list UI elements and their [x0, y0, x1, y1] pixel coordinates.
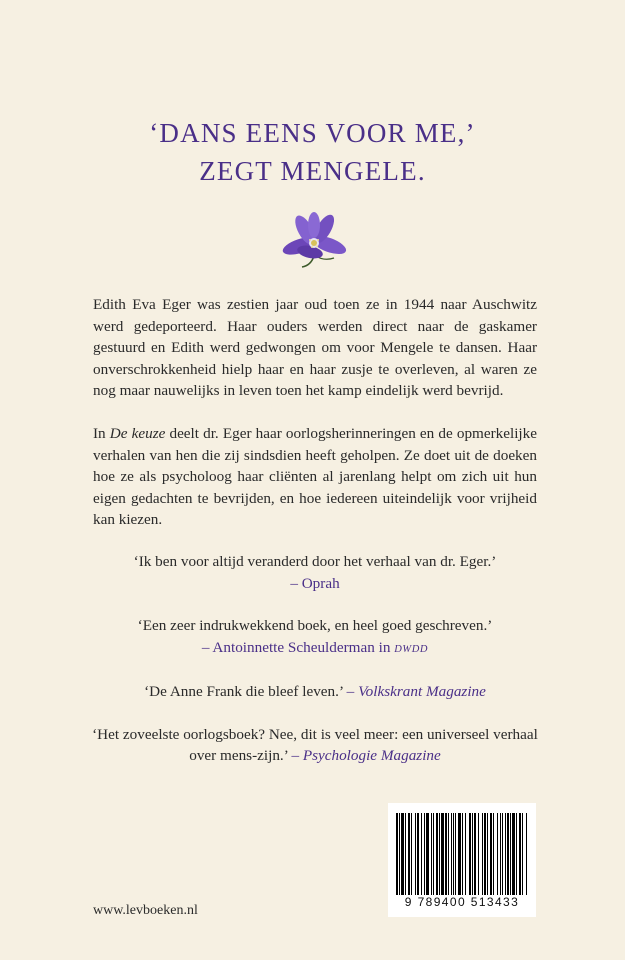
- isbn-digits: 9 789400 513433: [404, 895, 520, 909]
- barcode-bar: [439, 813, 440, 895]
- barcode-bar: [474, 813, 476, 895]
- headline-line-1: ‘DANS EENS VOOR ME,’: [149, 118, 476, 148]
- quote-line: [88, 724, 542, 767]
- barcode-bar: [502, 813, 503, 895]
- barcode-bar: [431, 813, 432, 895]
- barcode-bar: [482, 813, 483, 895]
- barcode-bar: [493, 813, 494, 895]
- quote-attribution: [88, 637, 542, 661]
- barcode-bar: [469, 813, 471, 895]
- barcode-bar: [487, 813, 488, 895]
- barcode-bar: [472, 813, 473, 895]
- barcode-bar: [453, 813, 454, 895]
- barcode-bar: [396, 813, 398, 895]
- paragraph-2-text: [93, 423, 537, 531]
- quote-dash: –: [287, 747, 303, 764]
- barcode-bar: [405, 813, 406, 895]
- barcode-bars: [396, 813, 528, 895]
- review-quotes: [88, 551, 542, 788]
- barcode-bar: [415, 813, 416, 895]
- quote-attribution: – Oprah: [290, 574, 340, 592]
- blurb-paragraph-1: [93, 294, 537, 402]
- barcode-bar: [510, 813, 511, 895]
- quote-text: ‘Het zoveelste oorlogsboek? Nee, dit is veel meer: een universeel verhaal over mens-zijn.’: [92, 725, 538, 764]
- quote-text: ‘De Anne Frank die bleef leven.’: [144, 683, 343, 700]
- barcode-bar: [490, 813, 492, 895]
- quote-oprah: [88, 551, 542, 594]
- quote-line: [88, 681, 542, 703]
- barcode-bar: [433, 813, 434, 895]
- barcode-bar: [421, 813, 422, 895]
- barcode-bar: [497, 813, 498, 895]
- publisher-website: www.levboeken.nl: [93, 903, 198, 918]
- hepatica-flower-icon: [272, 212, 356, 268]
- blurb-paragraph-2: [93, 423, 537, 531]
- barcode-bar: [445, 813, 447, 895]
- quote-source: Psychologie Magazine: [302, 747, 441, 764]
- barcode-bar: [455, 813, 456, 895]
- quote-source: DWDD: [394, 643, 429, 655]
- barcode-bar: [522, 813, 523, 895]
- headline: [0, 114, 625, 190]
- barcode-bar: [411, 813, 412, 895]
- quote-source: Volkskrant Magazine: [358, 683, 486, 700]
- barcode-bar: [462, 813, 463, 895]
- barcode-bar: [465, 813, 466, 895]
- barcode-bar: [507, 813, 509, 895]
- barcode-bar: [436, 813, 438, 895]
- headline-line-2: ZEGT MENGELE.: [199, 156, 426, 186]
- quote-dash: –: [342, 683, 359, 700]
- barcode-bar: [417, 813, 419, 895]
- quote-psychologie: [88, 724, 542, 767]
- barcode-bar: [458, 813, 461, 895]
- barcode-bar: [478, 813, 479, 895]
- barcode-bar: [512, 813, 515, 895]
- barcode-bar: [424, 813, 425, 895]
- barcode-bar: [505, 813, 506, 895]
- barcode-bar: [426, 813, 429, 895]
- barcode-bar: [408, 813, 410, 895]
- barcode-bar: [519, 813, 521, 895]
- barcode-bar: [451, 813, 452, 895]
- paragraph-2-prefix: In: [93, 425, 110, 442]
- barcode-bar: [516, 813, 517, 895]
- quote-attribution-text: – Antoinnette Scheulderman in: [201, 638, 395, 656]
- quote-text: ‘Ik ben voor altijd veranderd door het verhaal van dr. Eger.’: [133, 553, 497, 570]
- paragraph-1-text: Edith Eva Eger was zestien jaar oud toen ze in 1944 naar Auschwitz werd gedeporteerd. Haar ouders werden direct naar de gaskamer gestuurd en Edith werd gedwongen om voor Mengele te dansen. Haar onverschrokkenheid hielp haar en haar zusje te overleven, al waren ze nog maar nauwelijks in leven toen het kamp eindelijk werd bevrijd.: [93, 296, 537, 399]
- quote-volkskrant: [88, 681, 542, 703]
- barcode-bar: [399, 813, 400, 895]
- paragraph-2-rest: deelt dr. Eger haar oorlogsherinneringen en de opmerkelijke verhalen van hen die zij sindsdien heeft geholpen. Ze doet uit de doeken hoe ze als psycholoog haar cliënten al jarenlang helpt om zich uit hun eigen gedachten te bevrijden, en hoe iedereen uiteindelijk voor vrijheid kan kiezen.: [93, 425, 537, 528]
- barcode-bar: [448, 813, 449, 895]
- barcode-bar: [401, 813, 404, 895]
- barcode-bar: [484, 813, 486, 895]
- barcode-bar: [441, 813, 444, 895]
- barcode-bar: [500, 813, 501, 895]
- barcode-bar: [526, 813, 527, 895]
- quote-text: ‘Een zeer indrukwekkend boek, en heel goed geschreven.’: [137, 617, 493, 634]
- isbn-barcode: [388, 803, 536, 917]
- quote-scheulderman: [88, 615, 542, 660]
- book-title: De keuze: [109, 425, 166, 442]
